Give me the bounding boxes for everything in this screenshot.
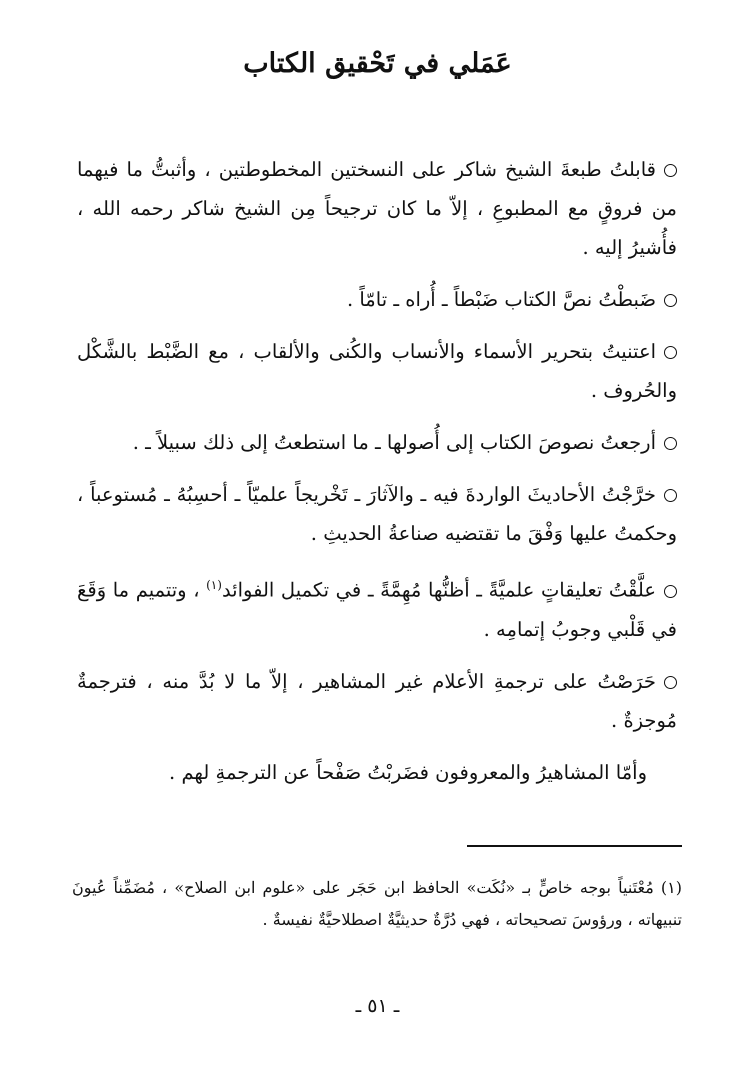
footnote: (١) مُعْتَنياً بوجه خاصٍّ بـ «نُكَت» الحافظ ابن حَجَر على «علوم ابن الصلاح» ، مُضَمِّناً عُيونَ تنبيهاته ، ورؤوسَ تصحيحاته ، فهي دُرَّةٌ حديثيَّةٌ اصطلاحيَّةٌ نفيسةٌ . xyxy=(72,878,682,929)
circle-bullet-icon xyxy=(664,585,677,598)
circle-bullet-icon xyxy=(664,164,677,177)
circle-bullet-icon xyxy=(664,346,677,359)
footnote-marker[interactable]: (١) xyxy=(206,578,222,592)
list-item-3: اعتنيتُ بتحرير الأسماء والأنساب والكُنى والألقاب ، مع الضَّبْط بالشَّكْل والحُروف . xyxy=(77,340,677,402)
list-item-7: حَرَصْتُ على ترجمةِ الأعلام غير المشاهير ، إلاّ ما لا بُدَّ منه ، فترجمةٌ مُوجزةٌ . xyxy=(77,669,677,732)
main-text xyxy=(77,150,677,792)
circle-bullet-icon xyxy=(664,294,677,307)
list-item-2: ضَبطْتُ نصَّ الكتاب ضَبْطاً ـ أُراه ـ تامّاً . xyxy=(77,280,677,319)
list-item-5: خرَّجْتُ الأحاديثَ الواردةَ فيه ـ والآثارَ ـ تَخْريجاً علميّاً ـ أحسِبُهُ ـ مُستوعباً ، وحكمتُ عليها وَفْقَ ما تقتضيه صناعةُ الحديثِ . xyxy=(77,483,677,545)
circle-bullet-icon xyxy=(664,676,677,689)
footnote-divider xyxy=(467,845,682,847)
page-number: ـ ٥١ ـ xyxy=(355,995,400,1017)
circle-bullet-icon xyxy=(664,489,677,502)
list-item-1: قابلتُ طبعةَ الشيخ شاكر على النسختين المخطوطتين ، وأثبتُّ ما فيهما من فروقٍ مع المطبوعِ ، إلاّ ما كان ترجيحاً مِن الشيخ شاكر رحمه الله ، فأُشيرُ إليه . xyxy=(77,158,677,259)
closing-paragraph: وأمّا المشاهيرُ والمعروفون فضَربْتُ صَفْحاً عن الترجمةِ لهم . xyxy=(169,760,647,784)
page-title: عَمَلي في تَحْقيق الكتاب xyxy=(243,48,512,79)
circle-bullet-icon xyxy=(664,437,677,450)
list-item-4: أرجعتُ نصوصَ الكتاب إلى أُصولها ـ ما استطعتُ إلى ذلك سبيلاً ـ . xyxy=(77,423,677,462)
list-item-6: علَّقْتُ تعليقاتٍ علميَّةً ـ أظنُّها مُهِمَّةً ـ في تكميل الفوائد$^{(١)}$ ، وتتميم ما وَقَعَ في قَلْبي وجوبُ إتمامِه . xyxy=(77,578,677,641)
